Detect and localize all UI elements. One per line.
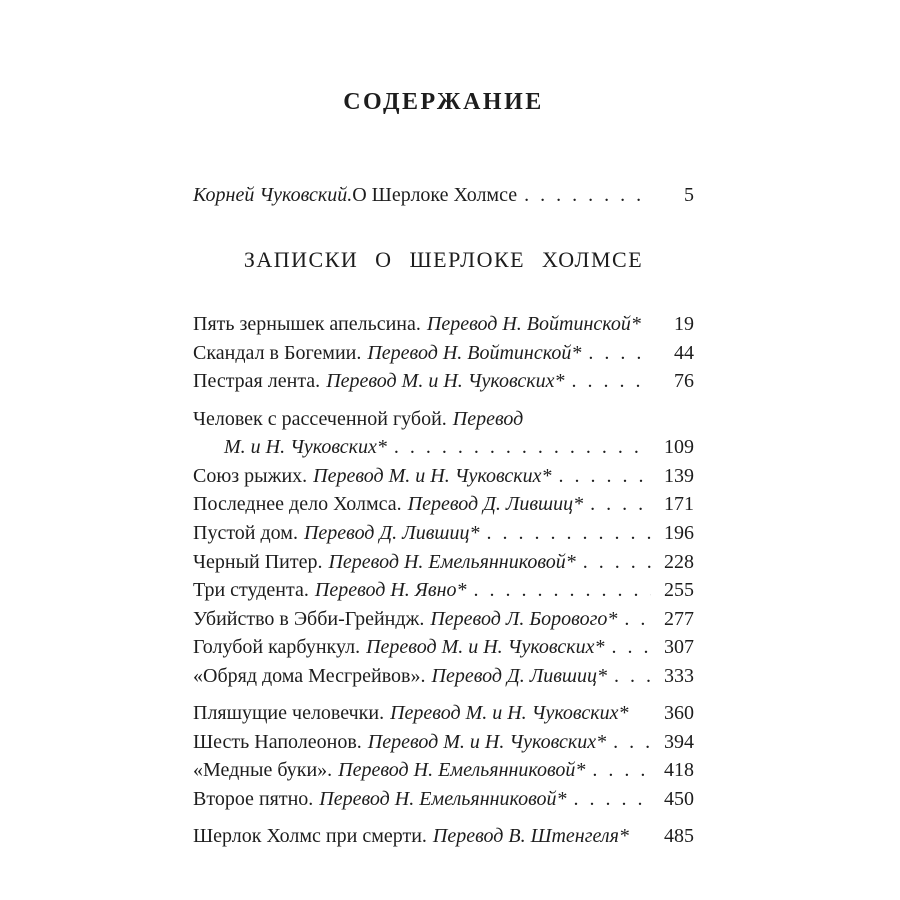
page-number: 228 bbox=[664, 550, 694, 573]
page-number: 485 bbox=[664, 825, 694, 848]
story-title: Пестрая лента. bbox=[193, 370, 321, 393]
translator-credit: Перевод М. и Н. Чуковских* bbox=[390, 702, 629, 725]
translator-credit: Перевод М. и Н. Чуковских* bbox=[313, 464, 552, 487]
toc-row bbox=[193, 633, 694, 662]
page-title: СОДЕРЖАНИЕ bbox=[343, 89, 544, 115]
page-number: 109 bbox=[664, 436, 694, 459]
dot-leader bbox=[614, 662, 651, 691]
page-number: 394 bbox=[664, 730, 694, 753]
translator-credit: М. и Н. Чуковских* bbox=[224, 436, 387, 459]
story-title: Пять зернышек апельсина. bbox=[193, 313, 421, 336]
translator-credit: Перевод Д. Лившиц* bbox=[407, 493, 584, 516]
dot-leader bbox=[648, 302, 651, 331]
toc-row bbox=[193, 490, 694, 519]
page-number: 307 bbox=[664, 636, 694, 659]
dot-leader bbox=[611, 633, 651, 662]
story-title: Три студента. bbox=[193, 579, 309, 602]
translator-credit: Перевод Н. Емельянниковой* bbox=[338, 759, 586, 782]
page-number: 277 bbox=[664, 607, 694, 630]
dot-leader bbox=[590, 490, 651, 519]
page-number: 196 bbox=[664, 521, 694, 544]
dot-leader bbox=[635, 691, 651, 720]
translator-credit: Перевод М. и Н. Чуковских* bbox=[326, 370, 565, 393]
toc-row bbox=[193, 519, 694, 548]
translator-credit: Перевод Н. Войтинской* bbox=[367, 341, 582, 364]
toc-row bbox=[193, 462, 694, 491]
dot-leader bbox=[592, 756, 651, 785]
dot-leader bbox=[486, 519, 651, 548]
toc-row bbox=[193, 662, 694, 691]
toc-row bbox=[193, 302, 694, 339]
section-heading: ЗАПИСКИ О ШЕРЛОКЕ ХОЛМСЕ bbox=[243, 246, 644, 272]
story-title: Пляшущие человечки. bbox=[193, 702, 385, 725]
toc-list bbox=[193, 302, 694, 851]
translator-credit: Перевод Д. Лившиц* bbox=[303, 521, 480, 544]
page-number: 171 bbox=[664, 493, 694, 516]
dot-leader bbox=[636, 813, 651, 842]
page-number: 255 bbox=[664, 579, 694, 602]
dot-leader bbox=[613, 728, 651, 757]
story-title: Последнее дело Холмса. bbox=[193, 493, 402, 516]
story-title: Второе пятно. bbox=[193, 787, 314, 810]
toc-row bbox=[193, 813, 694, 850]
page-number: 44 bbox=[674, 341, 694, 364]
toc-row bbox=[193, 605, 694, 634]
toc-row bbox=[193, 576, 694, 605]
story-title: «Обряд дома Месгрейвов». bbox=[193, 664, 426, 687]
translator-credit: Перевод В. Штенгеля* bbox=[432, 825, 629, 848]
translator-credit: Перевод Н. Емельянниковой* bbox=[319, 787, 567, 810]
dot-leader bbox=[588, 339, 651, 368]
toc-row bbox=[193, 691, 694, 728]
story-title: Убийство в Эбби-Грейндж. bbox=[193, 607, 425, 630]
page-number: 450 bbox=[664, 787, 694, 810]
toc-row bbox=[193, 548, 694, 577]
story-title: Союз рыжих. bbox=[193, 464, 308, 487]
story-title: Шерлок Холмс при смерти. bbox=[193, 825, 427, 848]
dot-leader bbox=[559, 462, 652, 491]
translator-credit: Перевод Д. Лившиц* bbox=[431, 664, 608, 687]
translator-credit: Перевод Н. Войтинской* bbox=[426, 313, 641, 336]
story-title: Скандал в Богемии. bbox=[193, 341, 362, 364]
toc-row bbox=[193, 433, 694, 462]
intro-page-number: 5 bbox=[684, 184, 694, 206]
translator-credit: Перевод Н. Емельянниковой* bbox=[328, 550, 576, 573]
translator-credit: Перевод Л. Борового* bbox=[430, 607, 618, 630]
dot-leader bbox=[574, 785, 651, 814]
dot-leader bbox=[394, 433, 651, 462]
toc-row bbox=[193, 728, 694, 757]
intro-title: О Шерлоке Холмсе bbox=[352, 184, 518, 206]
toc-row bbox=[193, 756, 694, 785]
toc-row bbox=[193, 785, 694, 814]
dot-leader bbox=[572, 367, 651, 396]
dot-leader bbox=[530, 396, 694, 425]
intro-entry bbox=[193, 181, 694, 210]
page-number: 139 bbox=[664, 464, 694, 487]
story-title: Пустой дом. bbox=[193, 521, 298, 544]
story-title: Голубой карбункул. bbox=[193, 636, 361, 659]
toc-row bbox=[193, 367, 694, 396]
intro-author: Корней Чуковский. bbox=[193, 184, 353, 206]
story-title: «Медные буки». bbox=[193, 759, 333, 782]
translator-credit: Перевод М. и Н. Чуковских* bbox=[367, 730, 607, 753]
translator-credit: Перевод bbox=[452, 407, 524, 430]
dot-leader bbox=[583, 548, 651, 577]
toc-row bbox=[193, 396, 694, 433]
page-number: 360 bbox=[664, 702, 694, 725]
story-title: Шесть Наполеонов. bbox=[193, 730, 362, 753]
dot-leader bbox=[624, 605, 651, 634]
dot-leader bbox=[524, 181, 651, 210]
page-number: 418 bbox=[664, 759, 694, 782]
story-title: Человек с рассеченной губой. bbox=[193, 407, 447, 430]
translator-credit: Перевод Н. Явно* bbox=[314, 579, 467, 602]
page-number: 76 bbox=[674, 370, 694, 393]
toc-row bbox=[193, 339, 694, 368]
story-title: Черный Питер. bbox=[193, 550, 323, 573]
page-number: 333 bbox=[664, 664, 694, 687]
dot-leader bbox=[474, 576, 651, 605]
page-number: 19 bbox=[674, 313, 694, 336]
translator-credit: Перевод М. и Н. Чуковских* bbox=[366, 636, 605, 659]
